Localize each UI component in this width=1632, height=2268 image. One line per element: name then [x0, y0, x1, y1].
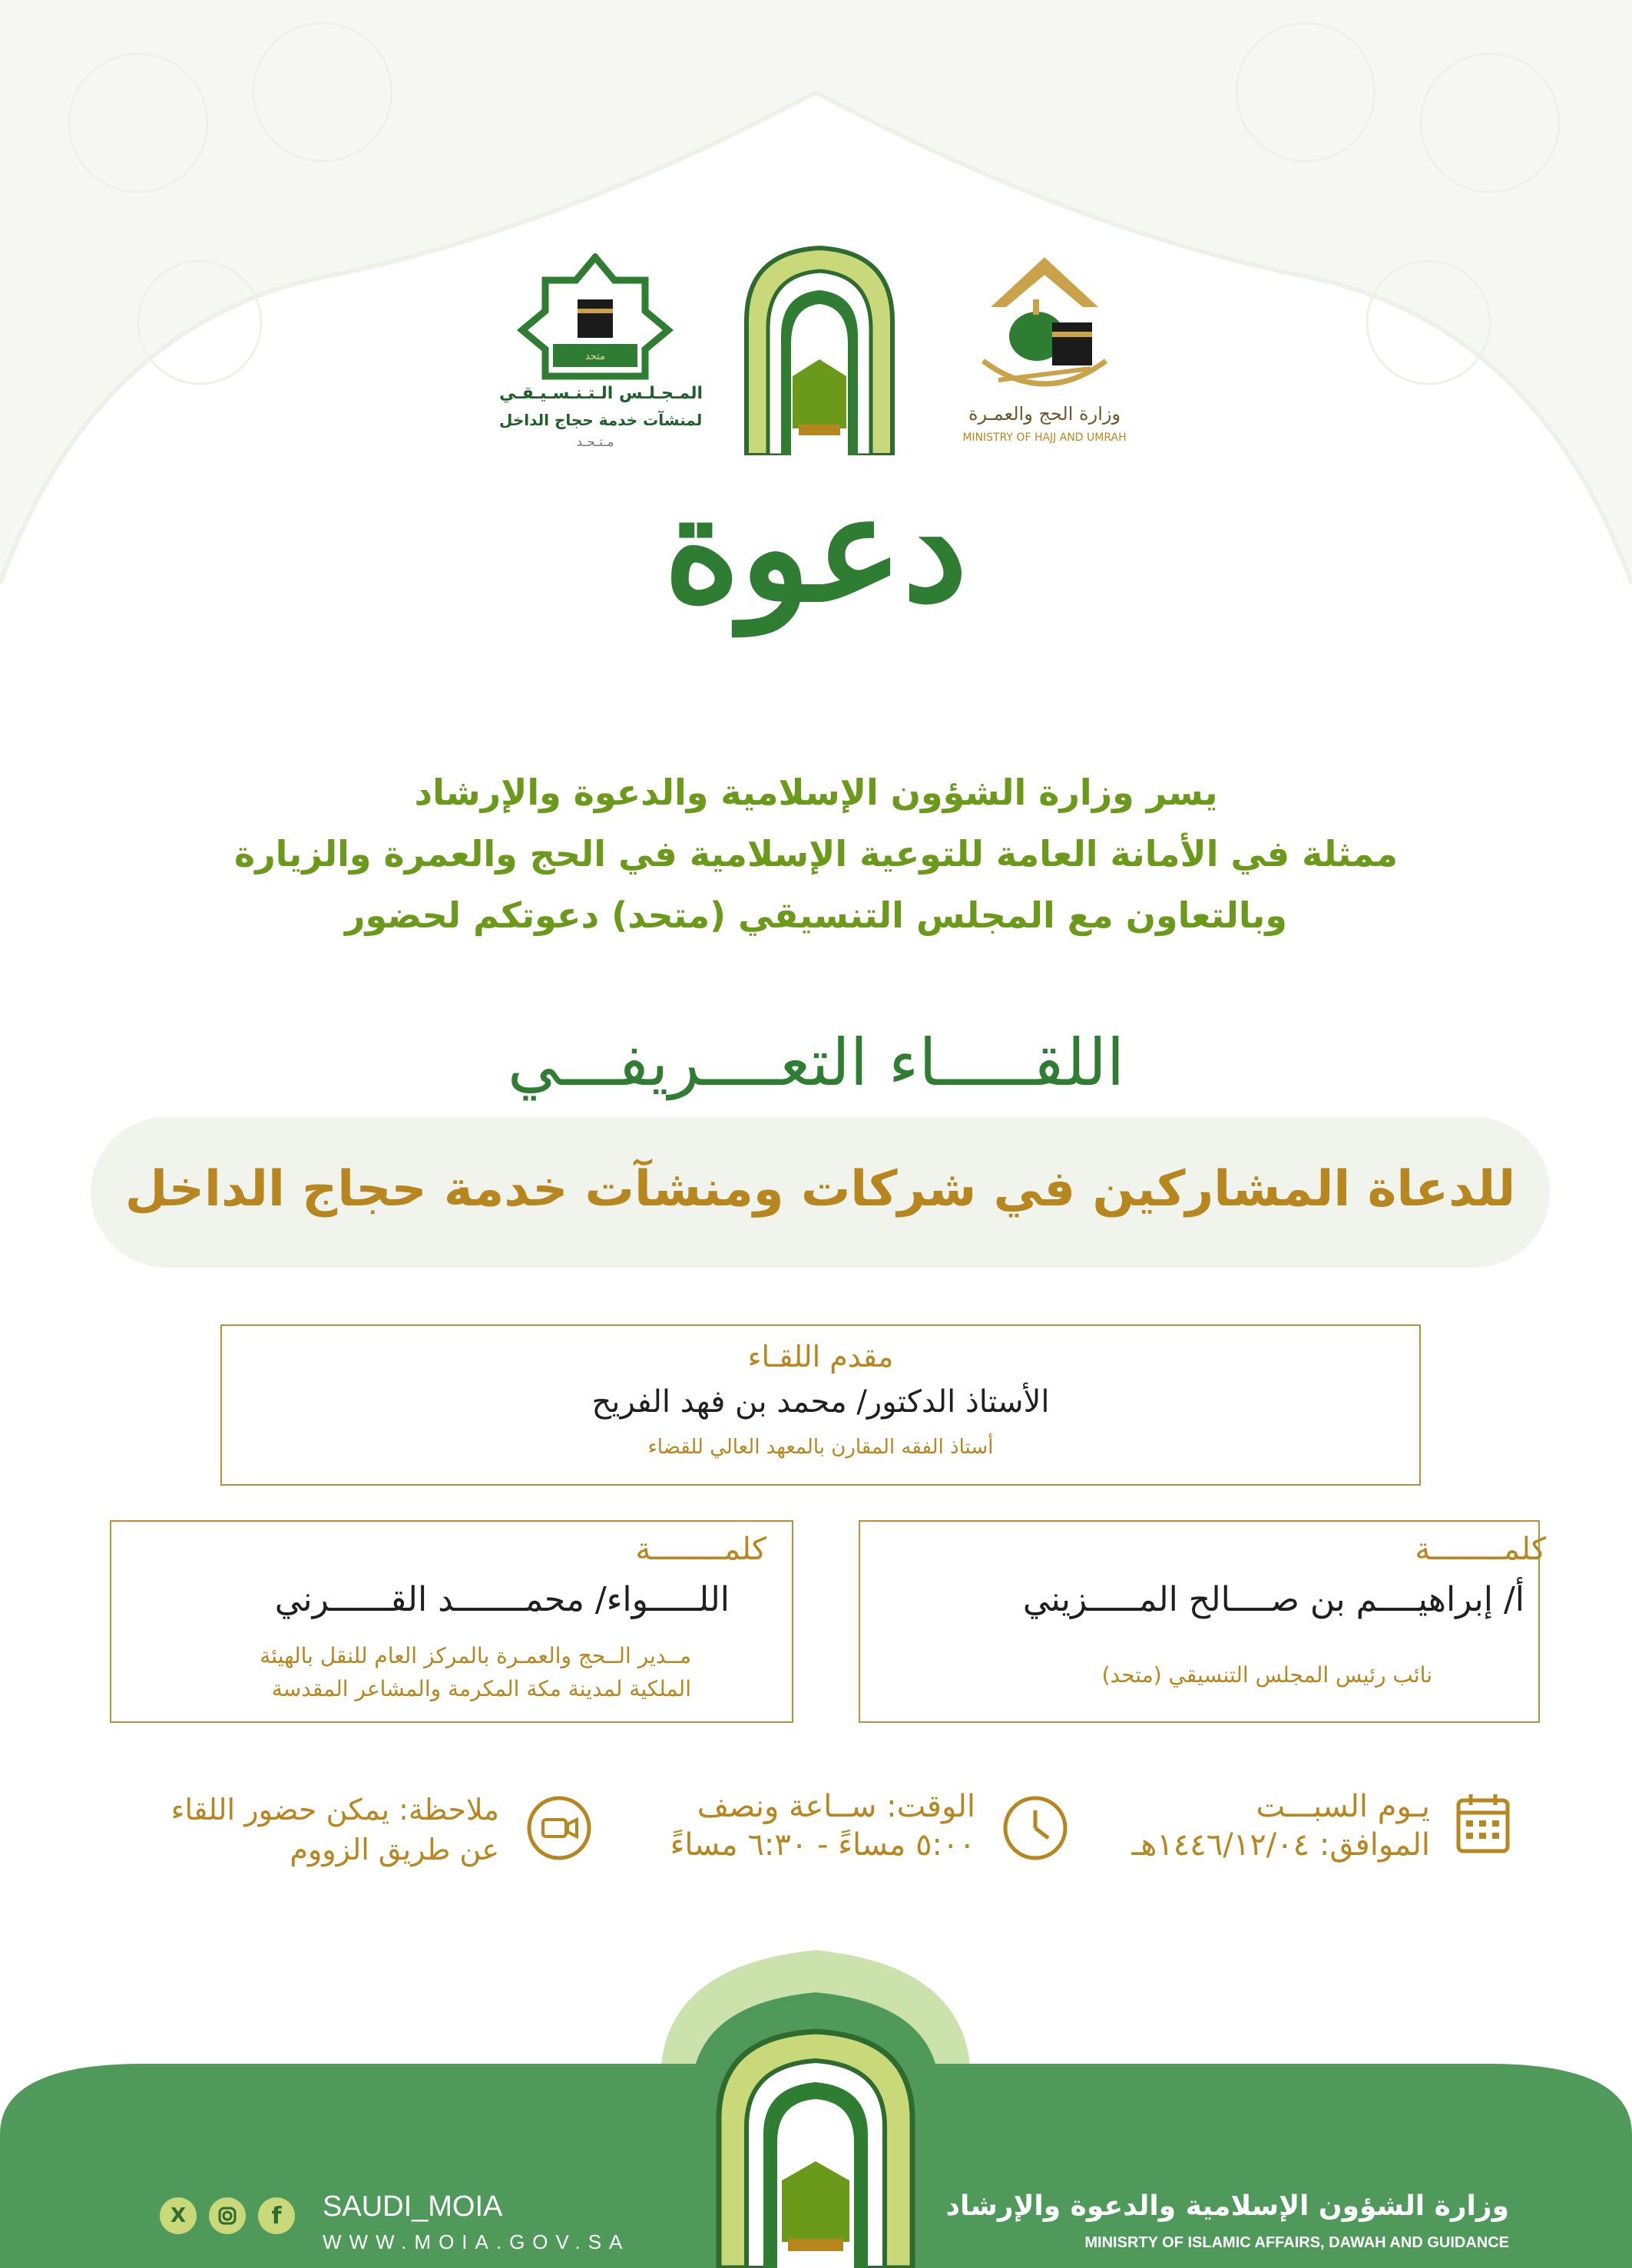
speaker-right-label: كلمــــــــة — [1415, 1532, 1546, 1567]
left-logo-name: المـجـلـس الـتـنـسـيـقـي — [499, 384, 703, 403]
intro-line-2: ممثلة في الأمانة العامة للتوعية الإسلامية في الحج والعمرة والزيارة — [234, 833, 1398, 874]
speaker-left-role-2: الملكية لمدينة مكة المكرمة والمشاعر المقدسة — [271, 1676, 691, 1701]
event-title: اللقـــــاء التعــــريفـــي — [507, 1025, 1125, 1100]
coordination-council-logo — [499, 253, 703, 461]
event-subtitle: للدعاة المشاركين في شركات ومنشآت خدمة حجاج الداخل — [124, 1161, 1516, 1218]
speaker-left-label: كلمــــــــة — [635, 1532, 766, 1567]
speaker-left-name: اللـــــواء/ محمـــــــد القــــــرني — [274, 1580, 730, 1619]
presenter-label: مقدم اللقـاء — [747, 1340, 894, 1374]
left-logo-short: مـتـحـد — [576, 435, 614, 450]
calendar-icon — [1455, 1793, 1511, 1854]
facebook-icon[interactable]: f — [258, 2197, 295, 2234]
left-logo-subtitle: لمنشآت خدمة حجاج الداخل — [499, 411, 703, 429]
footer-ministry-emblem — [713, 2027, 919, 2268]
note-line-2: عن طريق الزووم — [290, 1833, 499, 1866]
right-logo-name: وزارة الحج والعمـرة — [968, 403, 1121, 425]
ministry-emblem-logo — [739, 244, 900, 455]
website-link[interactable]: WWW.MOIA.GOV.SA — [323, 2230, 631, 2253]
speaker-right-name: أ/ إبراهيــــم بن صــــالح المـــــزيني — [1022, 1580, 1524, 1619]
footer-arch-emblem-icon — [713, 2027, 919, 2268]
date-value: الموافق: ١٤٤٦/١٢/٠٤هـ — [1131, 1827, 1430, 1863]
footer-ministry-arabic: وزارة الشؤون الإسلامية والدعوة والإرشاد — [945, 2190, 1509, 2222]
speaker-left-role-1: مــدير الــحج والعمـرة بالمركز العام للنقل بالهيئة — [260, 1643, 691, 1668]
hajj-umrah-ministry-logo — [952, 253, 1137, 453]
presenter-name: الأستاذ الدكتور/ محمد بن فهد الفريح — [591, 1384, 1050, 1420]
x-icon[interactable]: X — [160, 2197, 197, 2234]
clock-icon — [1002, 1795, 1068, 1861]
date-day: يـوم السبـــت — [1256, 1789, 1430, 1824]
video-camera-icon — [526, 1795, 592, 1861]
instagram-icon[interactable] — [209, 2197, 246, 2234]
footer-ministry-english: MINISRTY OF ISLAMIC AFFAIRS, DAWAH AND GUIDANCE — [1084, 2234, 1509, 2251]
speaker-right-role: نائب رئيس المجلس التنسيقي (متحد) — [1101, 1662, 1432, 1688]
svg-text:متحد: متحد — [584, 351, 606, 362]
intro-line-1: يسر وزارة الشؤون الإسلامية والدعوة والإرشاد — [414, 772, 1218, 813]
star-kaaba-icon — [499, 253, 691, 384]
time-label: الوقت: ســاعة ونصف — [697, 1789, 975, 1824]
presenter-role: أستاذ الفقه المقارن بالمعهد العالي للقضاء — [647, 1436, 994, 1459]
arch-emblem-icon — [739, 244, 900, 455]
intro-line-3: وبالتعاون مع المجلس التنسيقي (متحد) دعوتكم لحضور — [345, 894, 1287, 936]
right-logo-english: MINISTRY OF HAJJ AND UMRAH — [962, 431, 1127, 444]
invitation-headline: دعوة — [664, 463, 968, 634]
note-line-1: ملاحظة: يمكن حضور اللقاء — [170, 1793, 499, 1827]
social-handle[interactable]: SAUDI_MOIA — [323, 2190, 503, 2223]
time-value: ٥:٠٠ مساءً - ٦:٣٠ مساءً — [670, 1827, 975, 1863]
kaaba-dome-icon — [952, 253, 1137, 399]
